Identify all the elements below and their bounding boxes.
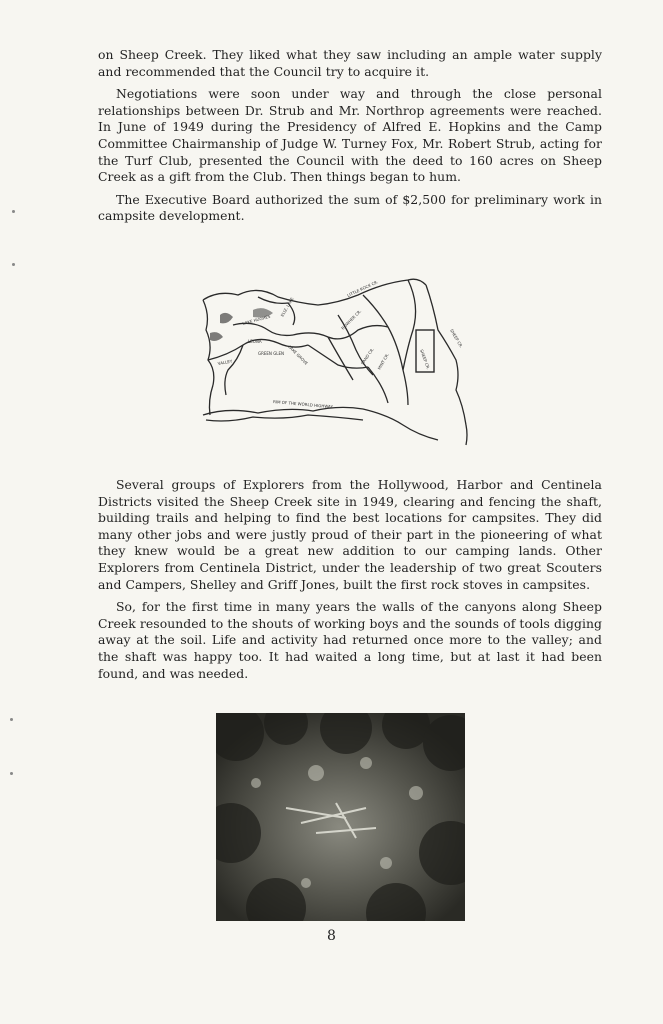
svg-text:GREEN GLEN: GREEN GLEN [258, 351, 285, 356]
svg-text:ROWHER CR.: ROWHER CR. [340, 308, 363, 331]
margin-speck [10, 718, 13, 721]
margin-speck [10, 772, 13, 775]
paragraph: So, for the first time in many years the walls of the canyons along Sheep Creek resounded to the shouts of working boys and the sounds of tools digging away at the soil. Life and activity had returned once more to the valley; and the shaft was happy too. It had waited a long time, but at last it had been found, and was needed. [98, 599, 602, 681]
svg-text:RIM OF THE WORLD HIGHWAY: RIM OF THE WORLD HIGHWAY [272, 399, 334, 410]
paragraph: Negotiations were soon under way and through the close personal relationships between Dr. Strub and Mr. Northrop agreements were reached. In June of 1949 during the Presidency of Alfred E. Hopkins and the Camp Committee Chairmanship of Judge W. Turney Fox, Mr. Robert Strub, acting for the Turf Club, presented the Council with the deed to 160 acres on Sheep Creek as a gift from the Club. Then things began to hum. [98, 86, 602, 185]
page-number: 8 [327, 928, 336, 944]
svg-text:VALLEY: VALLEY [217, 358, 233, 366]
text-block-bottom [98, 477, 602, 688]
svg-text:LAKE GROVE: LAKE GROVE [287, 344, 310, 366]
text-block-top [98, 47, 602, 231]
svg-text:LITTLE ROCK CR.: LITTLE ROCK CR. [346, 279, 379, 298]
svg-text:LEONA: LEONA [248, 339, 262, 344]
paragraph: The Executive Board authorized the sum of $2,500 for preliminary work in campsite development. [98, 191, 602, 224]
photo-image [216, 713, 465, 921]
svg-text:SHEEP CR.: SHEEP CR. [419, 348, 431, 371]
paragraph: Several groups of Explorers from the Hollywood, Harbor and Centinela Districts visited the Sheep Creek site in 1949, clearing and fencing the shaft, building trails and helping to find the best locations for campsites. They did many other jobs and were justly proud of their part in the pioneering of what they knew would be a great new addition to our camping lands. Other Explorers from Centinela District, under the leadership of two great Scouters and Campers, Shelley and Griff Jones, built the first rock stoves in campsites. [98, 477, 602, 592]
margin-speck [12, 210, 15, 213]
margin-speck [12, 263, 15, 266]
sheep-creek-map [198, 275, 483, 455]
paragraph: on Sheep Creek. They liked what they saw including an ample water supply and recommended that the Council try to acquire it. [98, 47, 602, 79]
svg-text:MINT CR.: MINT CR. [376, 352, 390, 371]
svg-text:ELIZ. LAKE: ELIZ. LAKE [279, 296, 295, 318]
svg-text:LAKE HUGHES: LAKE HUGHES [241, 313, 271, 326]
svg-text:SHEEP CR.: SHEEP CR. [449, 328, 464, 349]
svg-text:SAND CR.: SAND CR. [359, 346, 375, 366]
